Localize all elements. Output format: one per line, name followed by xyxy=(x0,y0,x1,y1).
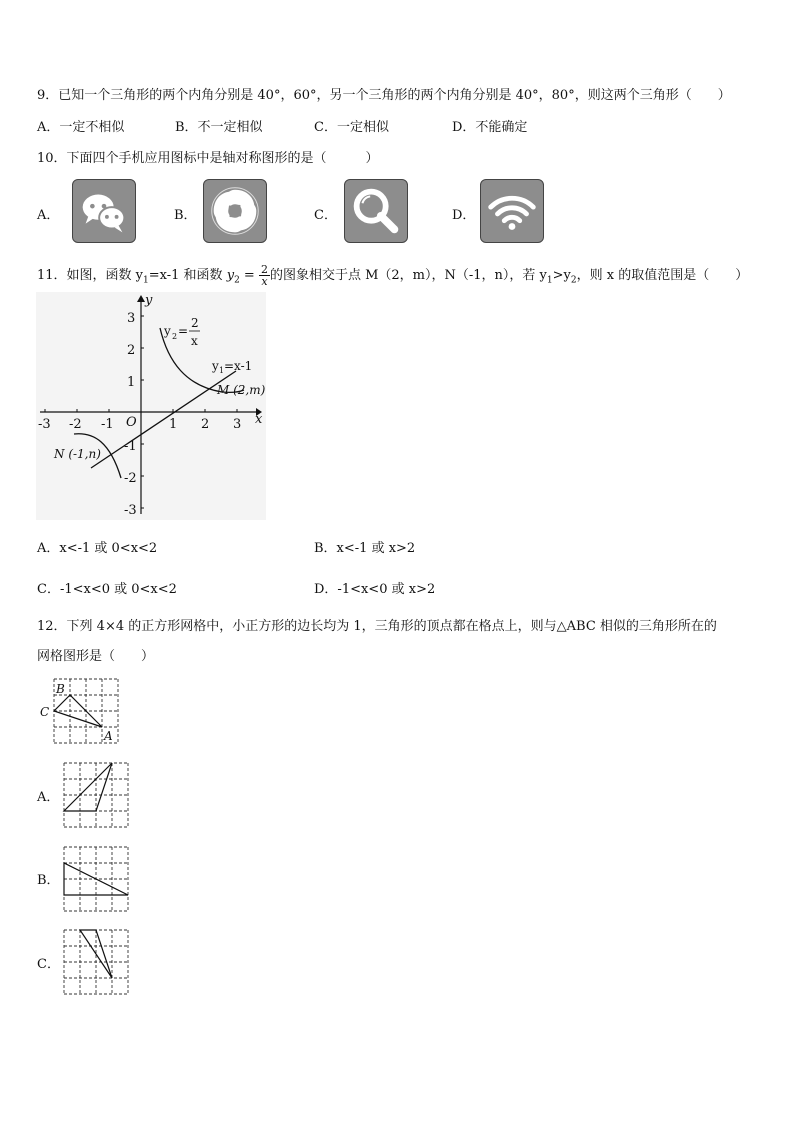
q12-option-a-label[interactable]: A． xyxy=(37,790,60,805)
svg-text:x: x xyxy=(191,334,198,348)
q12-option-c-grid[interactable] xyxy=(62,928,130,996)
q10-stem: 10．下面四个手机应用图标中是轴对称图形的是（ ） xyxy=(37,151,379,166)
y-tick: -2 xyxy=(124,471,137,486)
y-tick: -3 xyxy=(124,503,137,518)
magnifier-icon[interactable] xyxy=(344,179,408,243)
svg-text:B: B xyxy=(56,682,65,696)
q11-stem: 11．如图，函数 $y_1=x-1$ 和函数 $y_2$ = $\frac{2}{x}$ 的图象相交于点 M（2，m），N（-1，n），若 $y_1>y_2$，则 x 的取值范围是（ ） xyxy=(37,263,749,288)
wifi-icon[interactable] xyxy=(480,179,544,243)
q12-stem-line2: 网格图形是（ ） xyxy=(37,649,155,664)
y-tick: 1 xyxy=(127,375,136,390)
x-tick: -1 xyxy=(101,417,114,432)
q11-option-d[interactable]: D．-1<x<0 或 x>2 xyxy=(314,582,436,597)
q10-option-b-label[interactable]: B． xyxy=(174,208,197,223)
q11-option-c[interactable]: C．-1<x<0 或 0<x<2 xyxy=(37,582,177,597)
svg-text:1: 1 xyxy=(219,366,225,375)
point-m-label: M (2,m) xyxy=(217,383,266,397)
x-tick: 3 xyxy=(233,417,242,432)
q12-option-b-label[interactable]: B． xyxy=(37,873,60,888)
q9-stem: 9．已知一个三角形的两个内角分别是 40°，60°，另一个三角形的两个内角分别是 40°，80°，则这两个三角形（ ） xyxy=(37,88,731,103)
q12-option-c-label[interactable]: C． xyxy=(37,957,60,972)
svg-text:=x-1: =x-1 xyxy=(224,359,253,373)
x-axis-label: x xyxy=(255,412,263,427)
y-tick: 3 xyxy=(127,311,136,326)
origin-label: O xyxy=(126,415,137,430)
svg-text:y: y xyxy=(212,359,219,373)
svg-text:C: C xyxy=(40,705,50,719)
q9-option-c[interactable]: C．一定相似 xyxy=(314,120,389,135)
x-tick: 1 xyxy=(169,417,178,432)
q10-option-a-label[interactable]: A． xyxy=(37,208,60,223)
q9-option-a[interactable]: A．一定不相似 xyxy=(37,120,125,135)
q11-function-graph xyxy=(36,292,266,520)
y-axis-label: y xyxy=(145,293,153,308)
y-tick: 2 xyxy=(127,343,136,358)
q11-option-a[interactable]: A．x<-1 或 0<x<2 xyxy=(37,541,158,556)
point-n-label: N (-1,n) xyxy=(54,447,101,461)
q9-option-b[interactable]: B．不一定相似 xyxy=(175,120,263,135)
x-tick: 2 xyxy=(201,417,210,432)
q10-option-c-label[interactable]: C． xyxy=(314,208,337,223)
wechat-icon[interactable] xyxy=(72,179,136,243)
x-tick: -2 xyxy=(69,417,82,432)
q9-option-d[interactable]: D．不能确定 xyxy=(452,120,528,135)
q10-option-d-label[interactable]: D． xyxy=(452,208,476,223)
q12-option-b-grid[interactable] xyxy=(62,845,130,913)
svg-text:2: 2 xyxy=(191,316,199,330)
svg-text:A: A xyxy=(104,729,113,743)
q11-option-b[interactable]: B．x<-1 或 x>2 xyxy=(314,541,416,556)
svg-text:=: = xyxy=(178,324,189,338)
svg-text:y: y xyxy=(164,324,171,338)
q12-reference-grid xyxy=(36,676,122,746)
x-tick: -3 xyxy=(38,417,51,432)
y-tick: -1 xyxy=(124,439,137,454)
q12-stem-line1: 12．下列 4×4 的正方形网格中，小正方形的边长均为 1，三角形的顶点都在格点上，则与△ABC 相似的三角形所在的 xyxy=(37,619,717,634)
swirl-icon[interactable] xyxy=(203,179,267,243)
svg-text:2: 2 xyxy=(172,332,178,341)
q12-option-a-grid[interactable] xyxy=(62,761,130,829)
